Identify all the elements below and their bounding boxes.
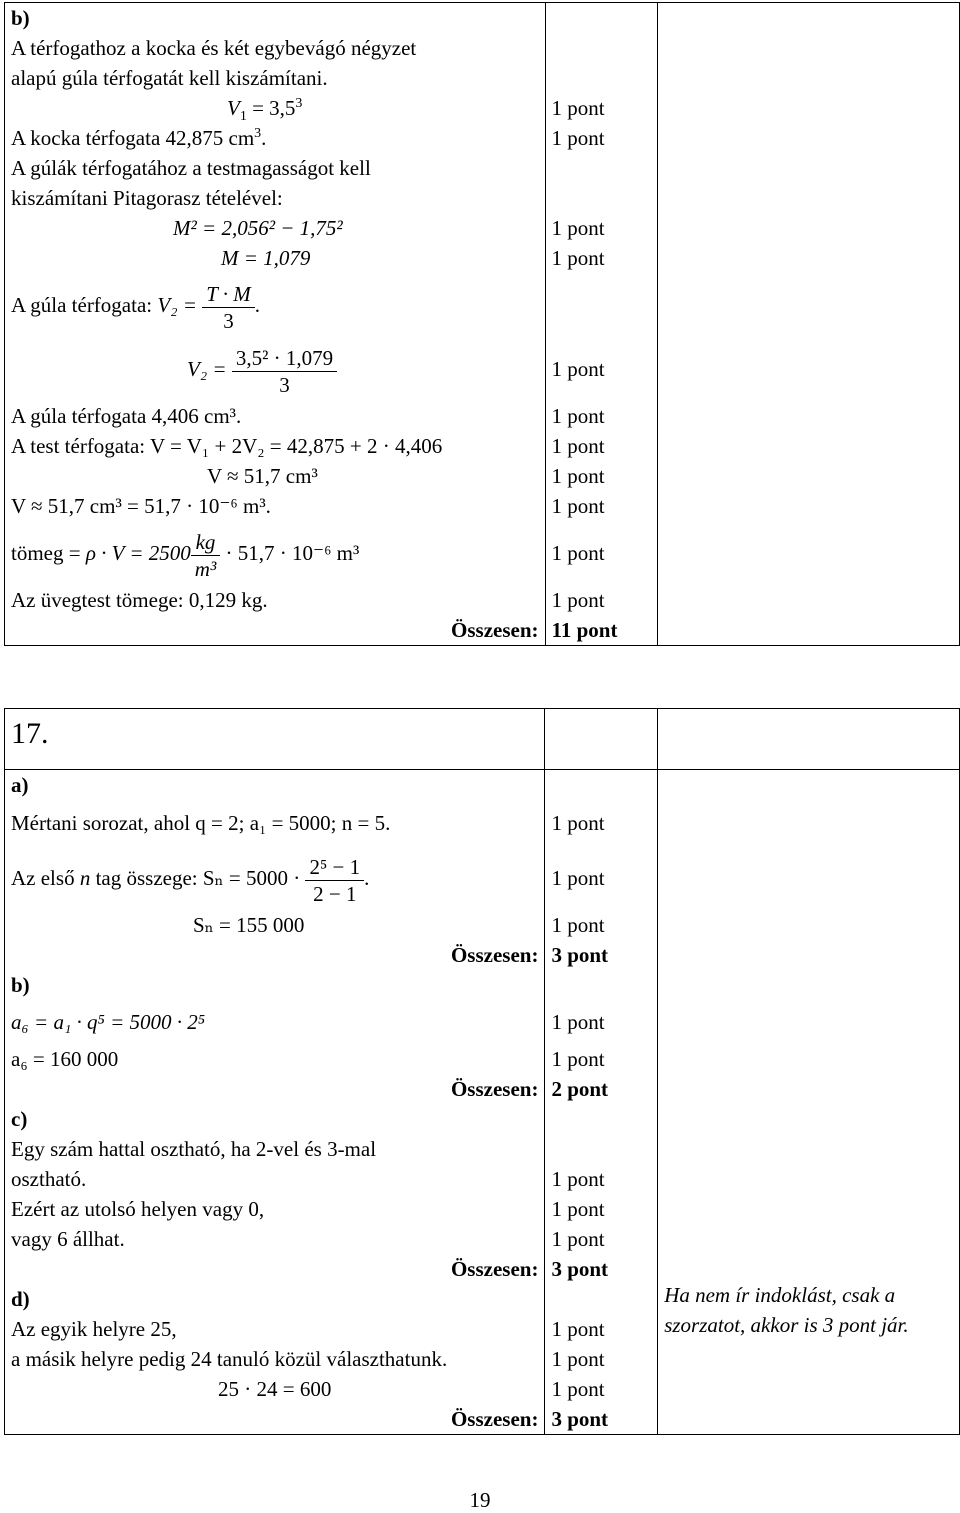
grading-note: Ha nem ír indoklást, csak a szorzatot, akkor is 3 pont jár.: [664, 1283, 909, 1337]
sum-points: 2 pont: [551, 1077, 609, 1101]
point: 1 pont: [551, 216, 605, 240]
point: 1 pont: [551, 1010, 605, 1034]
intro-line-1: A térfogathoz a kocka és két egybevágó négyzet: [11, 36, 417, 60]
point: 1 pont: [551, 357, 605, 381]
point: 1 pont: [551, 1317, 605, 1341]
part-label-c: c): [11, 1107, 28, 1131]
point: 1 pont: [551, 541, 605, 565]
sum-points: 3 pont: [551, 943, 609, 967]
point: 1 pont: [551, 1047, 605, 1071]
point: 1 pont: [551, 126, 605, 150]
sum-points: 3 pont: [551, 1257, 609, 1281]
pyramid-volume-fraction: $\frac{T \cdot M}{3}$: [202, 281, 255, 334]
divisibility-line-2: osztható.: [11, 1167, 87, 1191]
cube-volume: A kocka térfogata 42,875 $cm^3$.: [11, 126, 267, 150]
part-label-a: a): [11, 773, 29, 797]
v2-calculation: V₂ = $\frac{\text{3,5² · 1,079}}{3}$: [11, 337, 539, 401]
points-column-b: [545, 3, 658, 646]
point: 1 pont: [551, 434, 605, 458]
part-label-d: d): [11, 1287, 30, 1311]
series-sum-result: Sₙ = 155 000: [193, 913, 305, 937]
sum-label: Összesen:: [450, 1407, 539, 1431]
point: 1 pont: [551, 404, 605, 428]
solution-table-b: [4, 2, 960, 646]
divisibility-line-3: Ezért az utolsó helyen vagy 0,: [11, 1197, 265, 1221]
v2-fraction: $\frac{\text{3,5² · 1,079}}{3}$: [232, 345, 337, 398]
notes-column-b: [658, 3, 960, 646]
point: 1 pont: [551, 1227, 605, 1251]
pyramid-intro-2: kiszámítani Pitagorasz tételével:: [11, 186, 283, 210]
sixth-term-result: a₆ = 160 000: [11, 1047, 119, 1071]
total-volume-formula: A test térfogata: V = V₁ + 2V₂ = 42,875 + 2 · 4,406: [11, 434, 443, 458]
sum-label: Összesen:: [450, 1257, 539, 1281]
sum-points: 3 pont: [551, 1407, 609, 1431]
solution-steps-17: [5, 770, 545, 1435]
mass-result: Az üvegtest tömege: 0,129 kg.: [11, 588, 268, 612]
choice-line-2: a másik helyre pedig 24 tanuló közül választhatunk.: [11, 1347, 448, 1371]
part-label-b: b): [11, 6, 30, 30]
product-result: 25 · 24 = 600: [218, 1377, 332, 1401]
pyramid-volume-result: A gúla térfogata 4,406 cm³.: [11, 404, 242, 428]
point: 1 pont: [551, 588, 605, 612]
series-sum-formula: Az első n tag összege: Sₙ = 5000 · $\frac{\text{2⁵ − 1}}{2 - 1}$ .: [11, 854, 370, 906]
choice-line-1: Az egyik helyre 25,: [11, 1317, 177, 1341]
m-squared-equation: M² = 2,056² − 1,75²: [173, 216, 343, 240]
divisibility-line-4: vagy 6 állhat.: [11, 1227, 125, 1251]
geometric-series-def: Mértani sorozat, ahol q = 2; a₁ = 5000; n = 5.: [11, 811, 391, 835]
point: 1 pont: [551, 464, 605, 488]
sum-label: Összesen:: [451, 618, 539, 642]
mass-equation: tömeg = ρ · V = 2500 $\frac{kg}{\text{m³}}$ · 51,7 · 10⁻⁶ m³: [11, 529, 360, 581]
point: 1 pont: [551, 246, 605, 270]
sum-label: Összesen:: [450, 1077, 539, 1101]
intro-line-2: alapú gúla térfogatát kell kiszámítani.: [11, 66, 328, 90]
solution-table-17: [4, 708, 960, 1435]
points-column-17: [545, 770, 658, 1435]
pyramid-intro-1: A gúlák térfogatához a testmagasságot kell: [11, 156, 371, 180]
solution-steps-b: [5, 3, 546, 646]
point: 1 pont: [551, 913, 605, 937]
point: 1 pont: [551, 1167, 605, 1191]
point: 1 pont: [551, 811, 605, 835]
volume-approx: V ≈ 51,7 cm³: [207, 464, 318, 488]
sum-points: 11 pont: [551, 618, 618, 642]
sum-label: Összesen:: [450, 943, 539, 967]
point: 1 pont: [551, 1377, 605, 1401]
part-label-b: b): [11, 973, 30, 997]
point: 1 pont: [551, 494, 605, 518]
divisibility-line-1: Egy szám hattal osztható, ha 2-vel és 3-mal: [11, 1137, 377, 1161]
page-number: 19: [469, 1488, 491, 1512]
series-sum-fraction: $\frac{\text{2⁵ − 1}}{2 - 1}$: [305, 854, 364, 907]
point: 1 pont: [551, 96, 605, 120]
sixth-term-formula: a₆ = a₁ · q⁵ = 5000 · 2⁵: [11, 1010, 206, 1034]
point: 1 pont: [551, 866, 605, 890]
exercise-number: 17.: [5, 709, 545, 770]
m-equation: M = 1,079: [221, 246, 311, 270]
volume-conversion: V ≈ 51,7 cm³ = 51,7 · 10⁻⁶ m³.: [11, 494, 271, 518]
density-unit-fraction: $\frac{kg}{\text{m³}}$: [191, 529, 220, 582]
notes-column-17: [658, 770, 960, 1435]
v1-equation: $V_1 = 3,5^3$: [227, 96, 303, 125]
point: 1 pont: [551, 1347, 605, 1371]
pyramid-volume-formula: A gúla térfogata: V₂ = $\frac{T \cdot M}{3}$ .: [11, 281, 260, 333]
point: 1 pont: [551, 1197, 605, 1221]
